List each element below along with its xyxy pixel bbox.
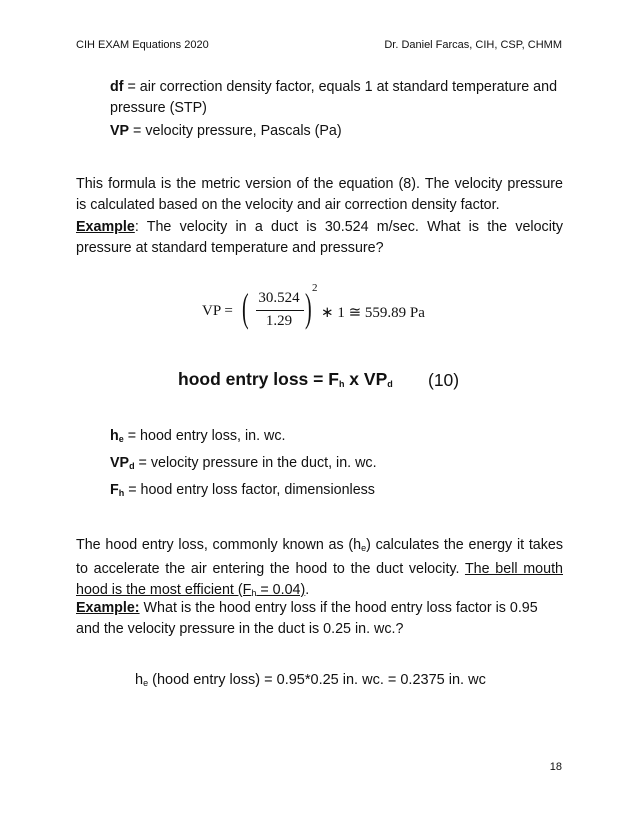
- example-label: Example: [76, 219, 135, 235]
- example-text: What is the hood entry loss if the hood entry loss factor is 0.95 and the velocity pressure in the duct is 0.25 in. wc.?: [76, 600, 538, 637]
- definition-vp: [110, 121, 563, 142]
- paragraph-hood-entry-loss: [76, 535, 563, 604]
- definition-he: [110, 426, 563, 450]
- equation-text-b: x VP: [344, 369, 388, 389]
- para-underline-b: = 0.04): [256, 582, 306, 598]
- equation-sub-h: h: [338, 379, 345, 389]
- equation-text-a: hood entry loss = F: [178, 369, 339, 389]
- definition-fh: [110, 480, 563, 504]
- term-sub-e: e: [118, 434, 124, 444]
- definition-df: [110, 77, 563, 119]
- example-hood-entry-loss: [76, 598, 563, 640]
- definition-text: = hood entry loss, in. wc.: [123, 428, 286, 444]
- definition-text: = velocity pressure in the duct, in. wc.: [134, 455, 377, 471]
- term-sub-d: d: [129, 461, 135, 471]
- term-h: h: [110, 428, 119, 444]
- page-number: 18: [549, 761, 562, 773]
- velocity-pressure-formula: [202, 282, 462, 336]
- equation-number: (10): [428, 370, 460, 390]
- answer-text: (hood entry loss) = 0.95*0.25 in. wc. = 0.2375 in. wc: [148, 672, 486, 688]
- example-label: Example:: [76, 600, 140, 616]
- para-sub-e: e: [361, 543, 367, 553]
- term-vp: VP: [110, 123, 130, 139]
- para-end: .: [305, 582, 310, 598]
- definition-text: = velocity pressure, Pascals (Pa): [129, 123, 342, 139]
- fraction-bar: [256, 310, 304, 311]
- definition-text: = hood entry loss factor, dimensionless: [124, 482, 375, 498]
- equation-10: [178, 369, 393, 390]
- para-sub-h: h: [251, 588, 257, 598]
- header-right: Dr. Daniel Farcas, CIH, CSP, CHMM: [384, 39, 562, 51]
- formula-exponent: 2: [312, 282, 318, 294]
- equation-sub-d: d: [387, 379, 393, 389]
- term-vp: VP: [110, 455, 130, 471]
- paren-open: (: [242, 285, 249, 330]
- formula-result: ∗ 1 ≅ 559.89 Pa: [321, 305, 425, 321]
- para-text-b: ) calculates the energy it takes to accelerate the air entering the hood to the duct velocity.: [76, 537, 563, 577]
- example-text: : The velocity in a duct is 30.524 m/sec. What is the velocity pressure at standard temperature and pressure?: [76, 219, 563, 256]
- term-sub-h: h: [118, 488, 125, 498]
- answer-line: [135, 672, 486, 688]
- answer-sub-e: e: [143, 678, 149, 688]
- formula-numerator: 30.524: [258, 290, 300, 306]
- paren-close: ): [305, 285, 312, 330]
- header-left: CIH EXAM Equations 2020: [76, 39, 209, 51]
- definition-text: = air correction density factor, equals 1 at standard temperature and pressure (STP): [110, 79, 558, 116]
- definition-vpd: [110, 453, 563, 477]
- term-f: F: [110, 482, 119, 498]
- para-text-a: The hood entry loss, commonly known as (h: [76, 537, 362, 553]
- paragraph-metric-version: This formula is the metric version of the equation (8). The velocity pressure is calculated based on the velocity and air correction density factor.: [76, 176, 563, 213]
- formula-lhs: VP =: [202, 303, 233, 319]
- answer-h: h: [135, 672, 144, 688]
- para-underline-a: The bell mouth hood is the most efficient (F: [76, 561, 563, 598]
- example-velocity-pressure: [76, 217, 563, 259]
- formula-denominator: 1.29: [265, 313, 293, 329]
- term-df: df: [110, 79, 124, 95]
